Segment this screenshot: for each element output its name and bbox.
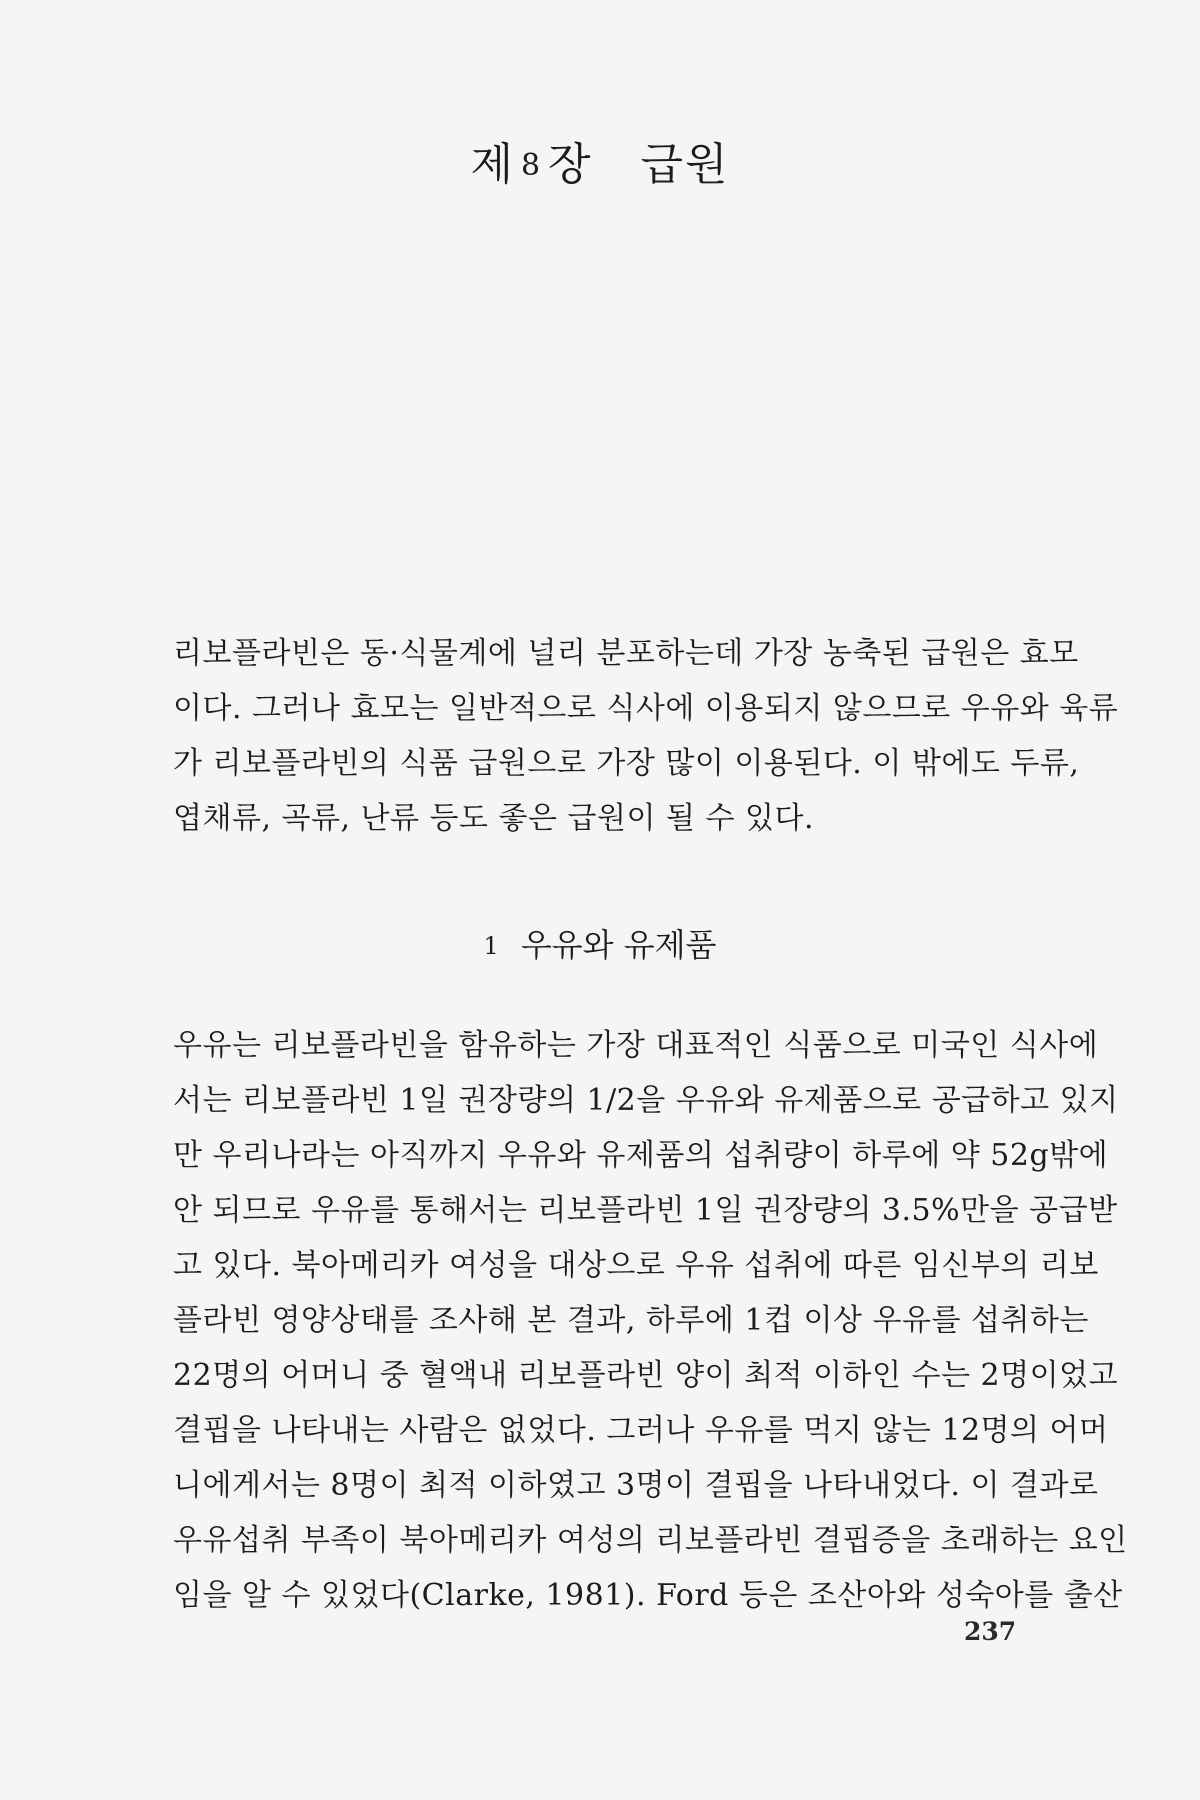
page-number: 237 — [964, 1617, 1017, 1646]
paragraph-line: 임을 알 수 있었다(Clarke, 1981). Ford 등은 조산아와 성숙아를 출산 — [173, 1578, 1123, 1613]
paragraph-line: 결핍을 나타내는 사람은 없었다. 그러나 우유를 먹지 않는 12명의 어머 — [173, 1413, 1109, 1448]
paragraph-line: 엽채류, 곡류, 난류 등도 좋은 급원이 될 수 있다. — [173, 801, 815, 836]
paragraph-line: 만 우리나라는 아직까지 우유와 유제품의 섭취량이 하루에 약 52g밖에 — [173, 1138, 1109, 1173]
chapter-title — [0, 128, 1200, 192]
paragraph-line: 이다. 그러나 효모는 일반적으로 식사에 이용되지 않으므로 우유와 육류 — [173, 691, 1119, 726]
section-paragraph — [173, 1018, 1128, 1623]
paragraph-line: 22명의 어머니 중 혈액내 리보플라빈 양이 최적 이하인 수는 2명이었고 — [173, 1358, 1119, 1393]
paragraph-line: 안 되므로 우유를 통해서는 리보플라빈 1일 권장량의 3.5%만을 공급받 — [173, 1193, 1118, 1228]
paragraph-line: 우유는 리보플라빈을 함유하는 가장 대표적인 식품으로 미국인 식사에 — [173, 1028, 1099, 1063]
section-number: 1 — [483, 932, 499, 960]
section-heading — [0, 920, 1200, 966]
intro-paragraph — [173, 626, 1119, 846]
paragraph-line: 가 리보플라빈의 식품 급원으로 가장 많이 이용된다. 이 밖에도 두류, — [173, 746, 1080, 781]
paragraph-line: 플라빈 영양상태를 조사해 본 결과, 하루에 1컵 이상 우유를 섭취하는 — [173, 1303, 1089, 1338]
paragraph-line: 우유섭취 부족이 북아메리카 여성의 리보플라빈 결핍증을 초래하는 요인 — [173, 1523, 1128, 1558]
chapter-number: 8 — [520, 148, 543, 183]
paragraph-line: 서는 리보플라빈 1일 권장량의 1/2을 우유와 유제품으로 공급하고 있지 — [173, 1083, 1119, 1118]
paragraph-line: 고 있다. 북아메리카 여성을 대상으로 우유 섭취에 따른 임신부의 리보 — [173, 1248, 1099, 1283]
chapter-name: 급원 — [640, 139, 730, 190]
paragraph-line: 리보플라빈은 동·식물계에 널리 분포하는데 가장 농축된 급원은 효모 — [173, 636, 1079, 671]
paragraph-line: 니에게서는 8명이 최적 이하였고 3명이 결핍을 나타내었다. 이 결과로 — [173, 1468, 1099, 1503]
chapter-prefix: 제 — [470, 139, 515, 190]
chapter-suffix: 장 — [548, 139, 593, 190]
section-title: 우유와 유제품 — [520, 926, 717, 964]
